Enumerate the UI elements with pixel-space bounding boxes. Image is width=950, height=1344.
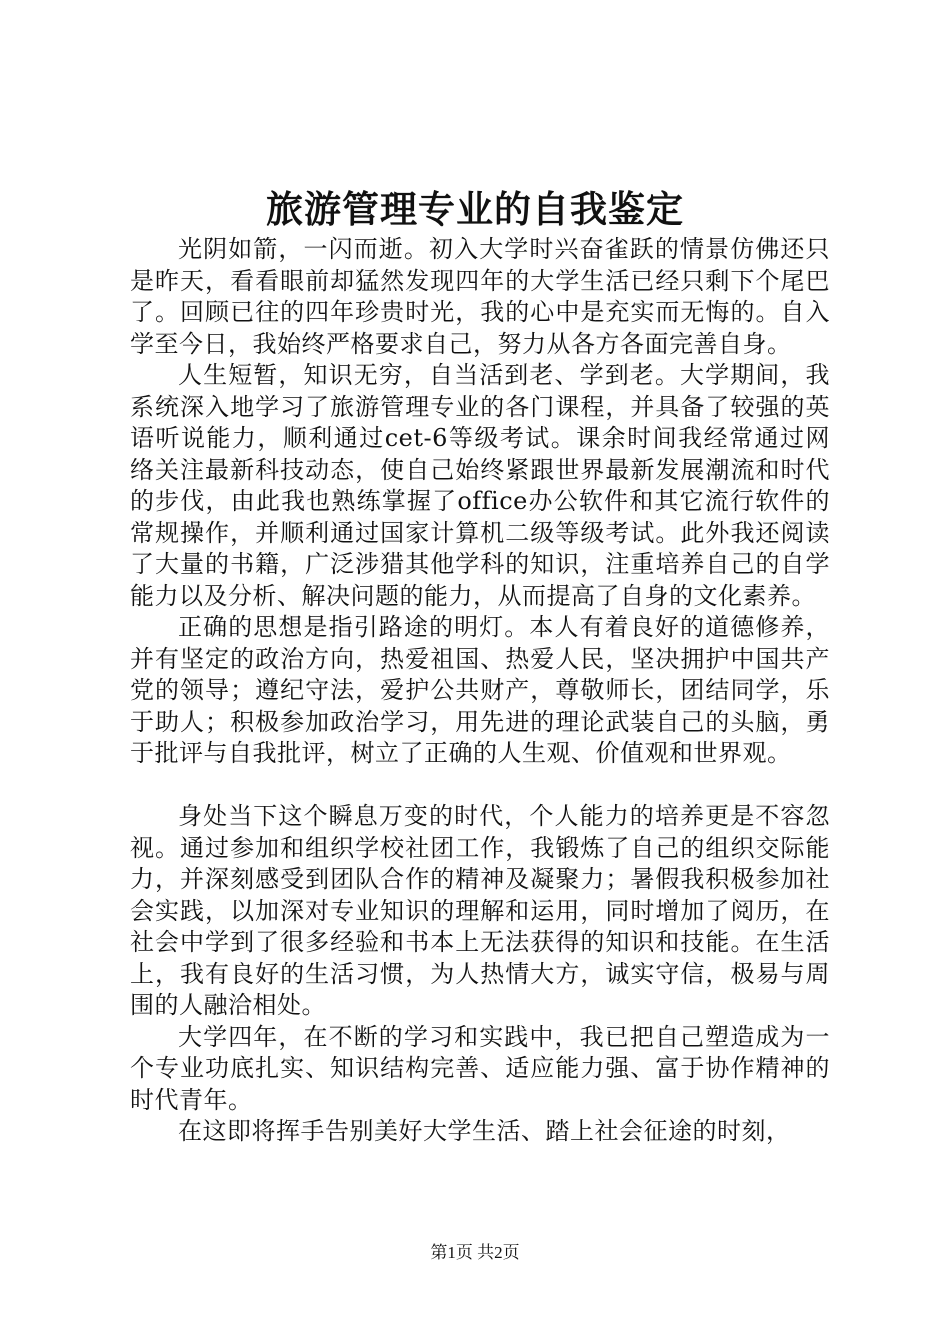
paragraph-3: 正确的思想是指引路途的明灯。本人有着良好的道德修养，并有坚定的政治方向，热爱祖国、热爱人民，坚决拥护中国共产党的领导；遵纪守法，爱护公共财产，尊敬师长，团结同学，乐于助人；积极参加政治学习，用先进的理论武装自己的头脑，勇于批评与自我批评，树立了正确的人生观、价值观和世界观。 — [130, 613, 830, 767]
document-body — [130, 234, 830, 1148]
paragraph-4: 身处当下这个瞬息万变的时代，个人能力的培养更是不容忽视。通过参加和组织学校社团工作，我锻炼了自己的组织交际能力，并深刻感受到团队合作的精神及凝聚力；暑假我积极参加社会实践，以加深对专业知识的理解和运用，同时增加了阅历，在社会中学到了很多经验和书本上无法获得的知识和技能。在生活上，我有良好的生活习惯，为人热情大方，诚实守信，极易与周围的人融洽相处。 — [130, 802, 830, 1019]
paragraph-2: 人生短暂，知识无穷，自当活到老、学到老。大学期间，我系统深入地学习了旅游管理专业的各门课程，并具备了较强的英语听说能力，顺利通过cet-6等级考试。课余时间我经常通过网络关注最新科技动态，使自己始终紧跟世界最新发展潮流和时代的步伐，由此我也熟练掌握了office办公软件和其它流行软件的常规操作，并顺利通过国家计算机二级等级考试。此外我还阅读了大量的书籍，广泛涉猎其他学科的知识，注重培养自己的自学能力以及分析、解决问题的能力，从而提高了自身的文化素养。 — [130, 361, 830, 610]
page-footer: 第1页 共2页 — [430, 1243, 520, 1262]
paragraph-1: 光阴如箭，一闪而逝。初入大学时兴奋雀跃的情景仿佛还只是昨天，看看眼前却猛然发现四年的大学生活已经只剩下个尾巴了。回顾已往的四年珍贵时光，我的心中是充实而无悔的。自入学至今日，我始终严格要求自己，努力从各方各面完善自身。 — [130, 235, 830, 358]
paragraph-6: 在这即将挥手告别美好大学生活、踏上社会征途的时刻， — [178, 1117, 791, 1145]
paragraph-5: 大学四年，在不断的学习和实践中，我已把自己塑造成为一个专业功底扎实、知识结构完善、适应能力强、富于协作精神的时代青年。 — [130, 1022, 830, 1114]
document-title: 旅游管理专业的自我鉴定 — [266, 187, 684, 231]
paragraph-gap — [130, 770, 830, 802]
